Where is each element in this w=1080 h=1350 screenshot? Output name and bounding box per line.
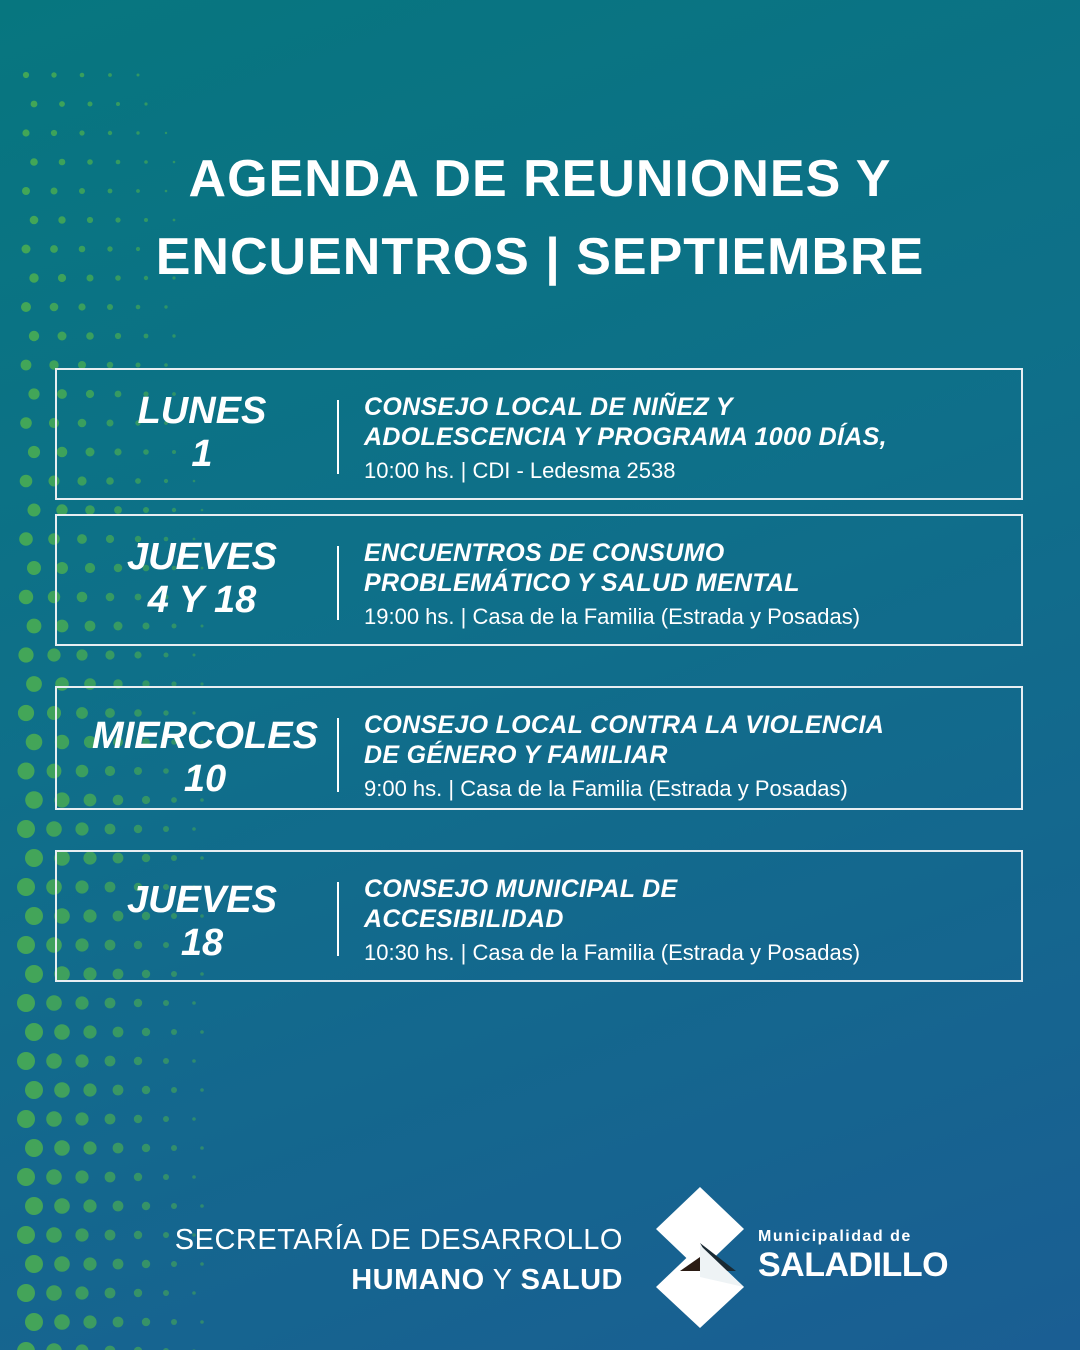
- event-card-3: [55, 686, 1023, 810]
- event-date: 4 Y 18: [147, 579, 257, 621]
- event-title-line-1: CONSEJO LOCAL CONTRA LA VIOLENCIA: [364, 711, 885, 739]
- event-title-line-1: CONSEJO LOCAL DE NIÑEZ Y: [364, 393, 733, 421]
- event-divider: [337, 546, 339, 620]
- event-day: [57, 390, 347, 476]
- event-detail: 19:00 hs. | Casa de la Familia (Estrada y Posadas): [364, 604, 861, 629]
- event-divider: [337, 882, 339, 956]
- event-weekday: JUEVES: [127, 536, 277, 578]
- event-title-line-2: ACCESIBILIDAD: [364, 905, 564, 933]
- event-weekday: LUNES: [137, 390, 267, 432]
- event-weekday: JUEVES: [127, 879, 277, 921]
- event-weekday: MIERCOLES: [92, 715, 318, 757]
- event-info: [364, 874, 1001, 968]
- logo-big-text: SALADILLO: [758, 1246, 949, 1284]
- logo-small-text: Municipalidad de: [758, 1228, 912, 1245]
- event-date: 18: [180, 922, 224, 964]
- event-date: 10: [183, 758, 227, 800]
- secretaria-label: [175, 1220, 623, 1300]
- event-day: [57, 879, 347, 965]
- event-card-1: [55, 368, 1023, 500]
- event-card-2: [55, 514, 1023, 646]
- page-title: [0, 140, 1080, 296]
- event-divider: [337, 400, 339, 474]
- secretaria-y: Y: [484, 1264, 521, 1296]
- event-title-line-2: ADOLESCENCIA Y PROGRAMA 1000 DÍAS,: [364, 423, 887, 451]
- event-info: [364, 538, 1001, 632]
- event-title: [364, 874, 1001, 934]
- event-detail: 10:00 hs. | CDI - Ledesma 2538: [364, 458, 676, 483]
- secretaria-line-2: [175, 1260, 623, 1300]
- event-title: [364, 538, 1001, 598]
- event-detail: 10:30 hs. | Casa de la Familia (Estrada y Posadas): [364, 940, 861, 965]
- secretaria-line-1: SECRETARÍA DE DESARROLLO: [174, 1224, 623, 1256]
- event-title: [364, 710, 1001, 770]
- secretaria-humano: HUMANO: [351, 1264, 485, 1296]
- event-date: 1: [191, 433, 213, 475]
- event-divider: [337, 718, 339, 792]
- event-day: [57, 715, 353, 801]
- event-info: [364, 392, 1001, 486]
- secretaria-salud: SALUD: [520, 1264, 623, 1296]
- saladillo-diamond-logo-icon: [650, 1185, 750, 1330]
- title-line-2: ENCUENTROS | SEPTIEMBRE: [155, 228, 925, 286]
- event-detail: 9:00 hs. | Casa de la Familia (Estrada y Posadas): [364, 776, 848, 801]
- municipalidad-wordmark: [758, 1227, 948, 1283]
- event-card-4: [55, 850, 1023, 982]
- event-day: [57, 536, 347, 622]
- title-line-1: AGENDA DE REUNIONES Y: [188, 150, 892, 208]
- event-title: [364, 392, 1001, 452]
- event-title-line-1: ENCUENTROS DE CONSUMO: [364, 539, 725, 567]
- event-title-line-1: CONSEJO MUNICIPAL DE: [364, 875, 678, 903]
- event-title-line-2: DE GÉNERO Y FAMILIAR: [364, 741, 668, 769]
- event-title-line-2: PROBLEMÁTICO Y SALUD MENTAL: [364, 569, 800, 597]
- event-info: [364, 710, 1001, 804]
